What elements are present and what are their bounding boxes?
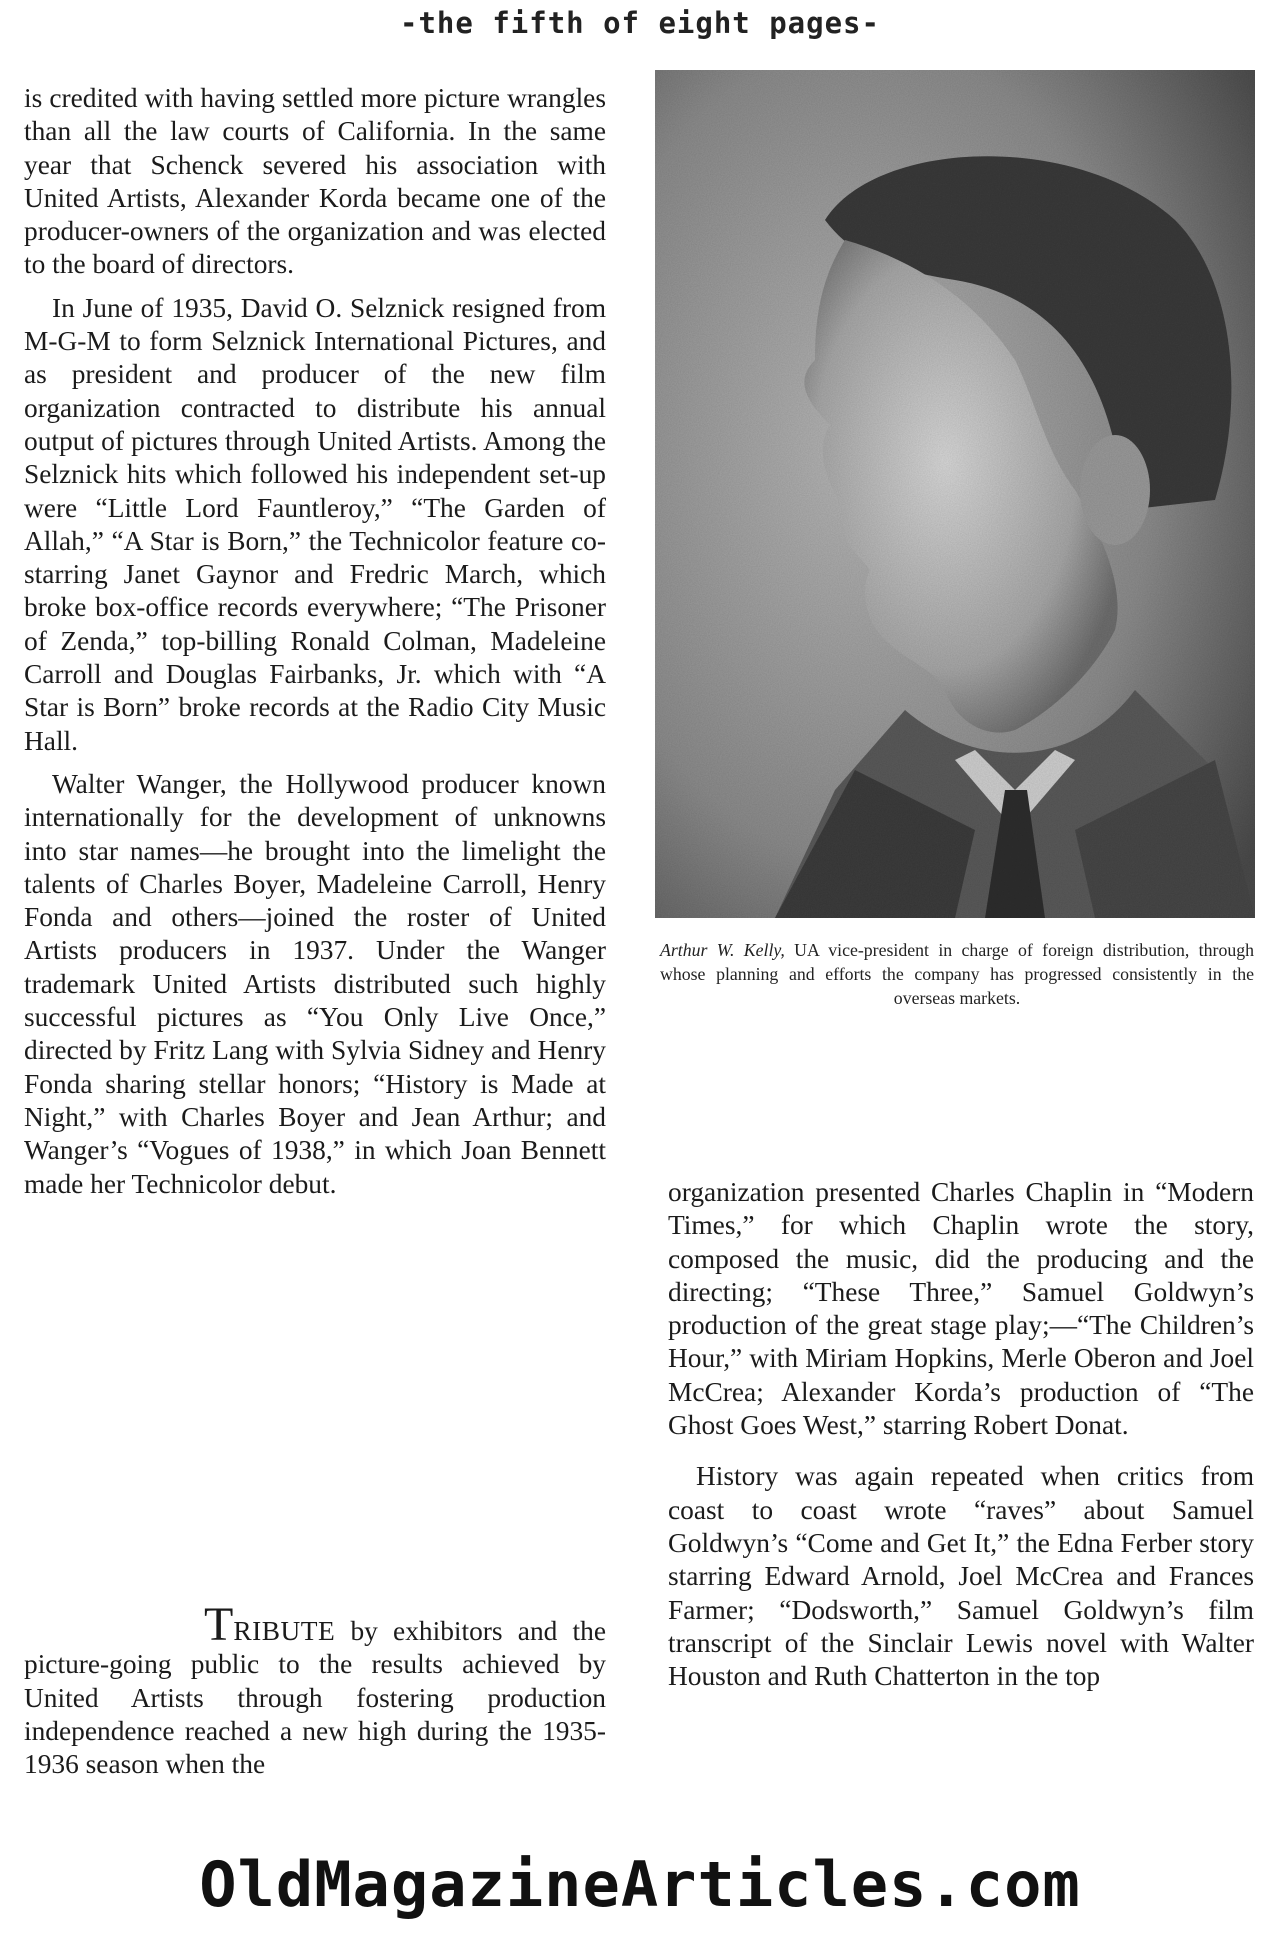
small-caps-lead: RIBUTE xyxy=(233,1616,336,1646)
paragraph-wanger: Walter Wanger, the Hollywood producer known internationally for the development of unknowns into star names—he brought into the limelight the talents of Charles Boyer, Madeleine Carroll, Henry Fonda and others—joined the roster of United Artists producers in 1937. Under the Wanger trademark United Artists distributed such highly successful pictures as “You Only Live Once,” directed by Fritz Lang with Sylvia Sidney and Henry Fonda sharing stellar honors; “History is Made at Night,” with Charles Boyer and Jean Arthur; and Wanger’s “Vogues of 1938,” in which Joan Bennett made her Technicolor debut. xyxy=(24,768,606,1199)
paragraph-tribute-text: by exhibitors and the picture-going public to the results achieved by United Artists through fostering production independence reached a new high during the 1935-1936 season when the xyxy=(24,1616,606,1780)
portrait-photo xyxy=(655,70,1255,918)
paragraph-goldwyn: History was again repeated when critics from coast to coast wrote “raves” about Samuel Goldwyn’s “Come and Get It,” the Edna Ferber story starring Edward Arnold, Joel McCrea and Frances Farmer; “Dodsworth,” Samuel Goldwyn’s film transcript of the Sinclair Lewis novel with Walter Houston and Ruth Chatterton in the top xyxy=(668,1461,1254,1692)
portrait-illustration xyxy=(655,70,1255,918)
page-header: -the fifth of eight pages- xyxy=(400,6,880,40)
paragraph-selznick: In June of 1935, David O. Selznick resigned from M-G-M to form Selznick International Pictures, and as president and producer of the new film organization contracted to distribute his annual output of pictures through United Artists. Among the Selznick hits which followed his independent set-up were “Little Lord Fauntleroy,” “The Garden of Allah,” “A Star is Born,” the Technicolor feature co-starring Janet Gaynor and Fredric March, which broke box-office records everywhere; “The Prisoner of Zenda,” top-billing Ronald Colman, Madeleine Carroll and Douglas Fairbanks, Jr. which with “A Star is Born” broke records at the Radio City Music Hall. xyxy=(24,292,606,756)
paragraph-chaplin: organization presented Charles Chaplin in “Modern Times,” for which Chaplin wrote the story, composed the music, did the producing and the directing; “These Three,” Samuel Goldwyn’s production of the great stage play;—“The Children’s Hour,” with Miriam Hopkins, Merle Oberon and Joel McCrea; Alexander Korda’s production of “The Ghost Goes West,” starring Robert Donat. xyxy=(668,1177,1254,1441)
paragraph-continued: is credited with having settled more picture wrangles than all the law courts of California. In the same year that Schenck severed his association with United Artists, Alexander Korda became one of the producer-owners of the organization and was elected to the board of directors. xyxy=(24,83,606,280)
drop-cap: T xyxy=(204,1598,234,1651)
left-column xyxy=(24,82,606,1201)
left-column-lower xyxy=(24,1598,606,1781)
caption-name: Arthur W. Kelly, xyxy=(660,940,785,960)
right-column xyxy=(668,1176,1254,1693)
caption-text: UA vice-president in charge of foreign distribution, through whose planning and efforts the company has progressed consistently in the overseas markets. xyxy=(660,940,1255,1008)
photo-caption xyxy=(660,938,1254,1010)
site-watermark: OldMagazineArticles.com xyxy=(199,1848,1081,1921)
paragraph-tribute xyxy=(24,1598,606,1781)
